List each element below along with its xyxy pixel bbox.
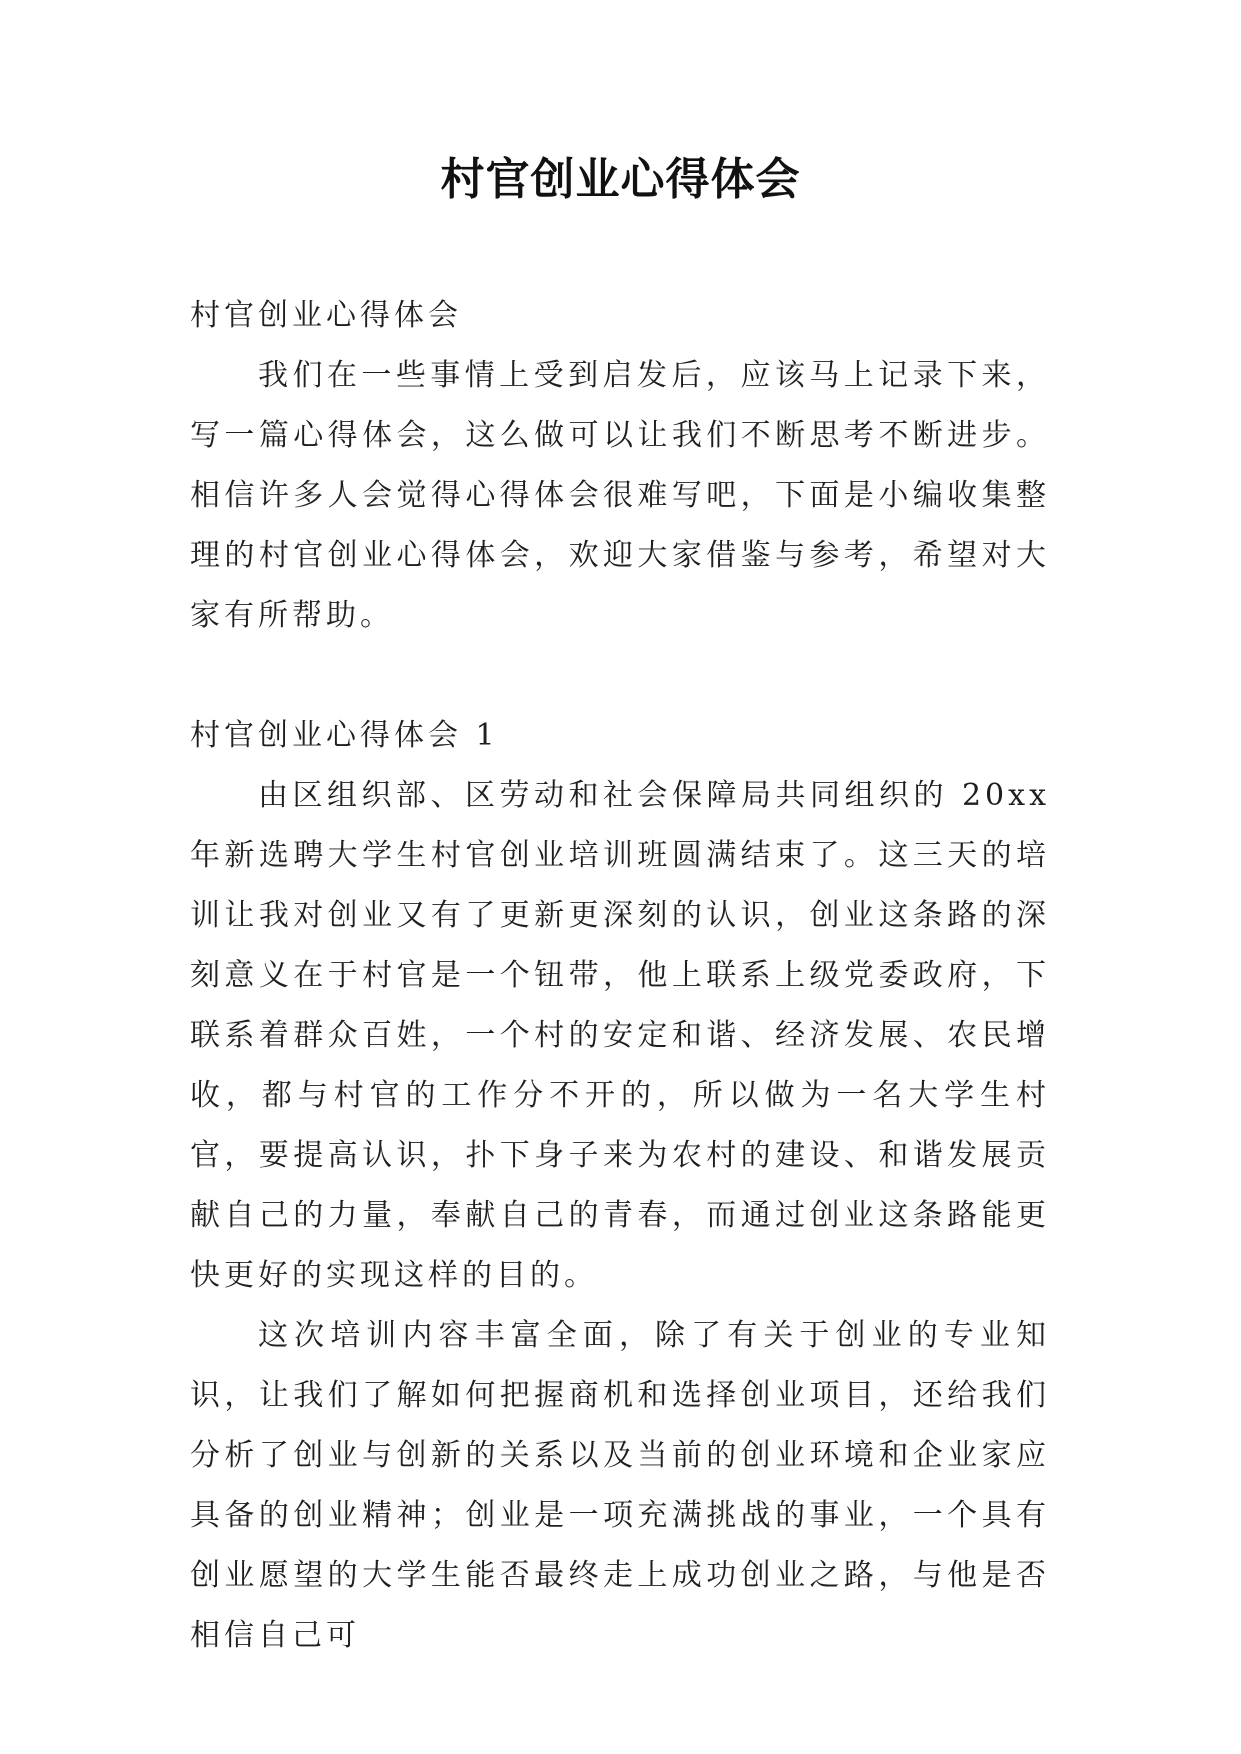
- document-title: 村官创业心得体会: [440, 154, 801, 205]
- document-body: [190, 286, 1050, 1666]
- section-1-heading: 村官创业心得体会 1: [190, 718, 499, 753]
- section-spacer: [190, 646, 1050, 706]
- intro-paragraph: 我们在一些事情上受到启发后，应该马上记录下来，写一篇心得体会，这么做可以让我们不断思考不断进步。相信许多人会觉得心得体会很难写吧，下面是小编收集整理的村官创业心得体会，欢迎大家借鉴与参考，希望对大家有所帮助。: [190, 358, 1050, 633]
- intro-heading: 村官创业心得体会: [190, 298, 462, 333]
- section-1-paragraph-1: 由区组织部、区劳动和社会保障局共同组织的 20xx 年新选聘大学生村官创业培训班圆满结束了。这三天的培训让我对创业又有了更新更深刻的认识，创业这条路的深刻意义在于村官是一个钮带，他上联系上级党委政府，下联系着群众百姓，一个村的安定和谐、经济发展、农民增收，都与村官的工作分不开的，所以做为一名大学生村官，要提高认识，扑下身子来为农村的建设、和谐发展贡献自己的力量，奉献自己的青春，而通过创业这条路能更快更好的实现这样的目的。: [190, 778, 1050, 1293]
- section-1-paragraph-2: 这次培训内容丰富全面，除了有关于创业的专业知识，让我们了解如何把握商机和选择创业项目，还给我们分析了创业与创新的关系以及当前的创业环境和企业家应具备的创业精神；创业是一项充满挑战的事业，一个具有创业愿望的大学生能否最终走上成功创业之路，与他是否相信自己可: [190, 1318, 1050, 1653]
